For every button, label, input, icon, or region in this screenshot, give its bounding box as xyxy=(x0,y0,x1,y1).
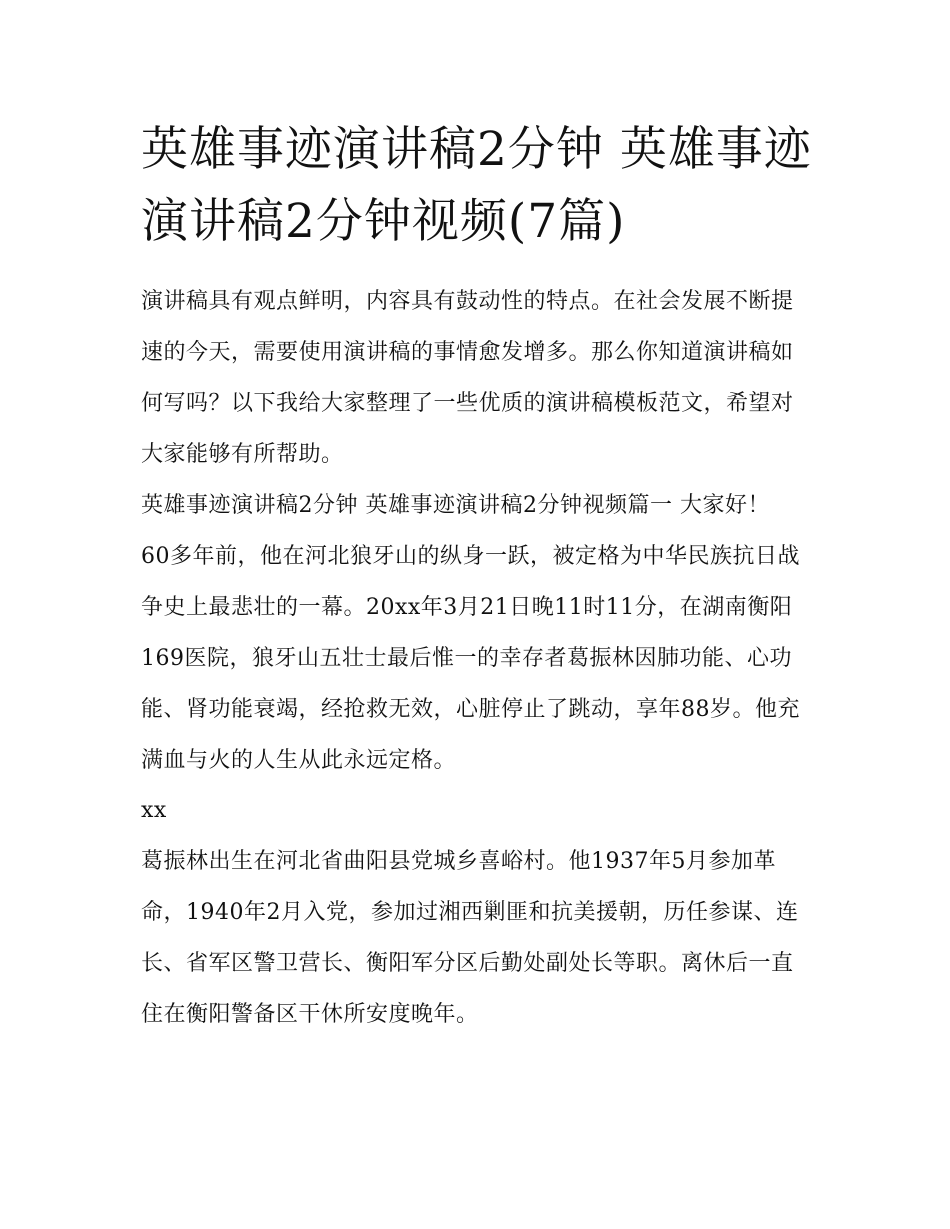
document-page xyxy=(141,114,813,1040)
paragraph-ge-zhenlin-bio: 葛振林出生在河北省曲阳县党城乡喜峪村。他1937年5月参加革命，1940年2月入党，参加过湘西剿匪和抗美援朝，历任参谋、连长、省军区警卫营长、衡阳军分区后勤处副处长等职。离休后一直住在衡阳警备区干休所安度晚年。 xyxy=(141,849,799,1027)
document-body xyxy=(141,276,813,1040)
document-title: 英雄事迹演讲稿2分钟 英雄事迹演讲稿2分钟视频(7篇) xyxy=(141,122,812,249)
paragraph-langya-mountain: 60多年前，他在河北狼牙山的纵身一跃，被定格为中华民族抗日战争史上最悲壮的一幕。20xx年3月21日晚11时11分，在湖南衡阳169医院，狼牙山五壮士最后惟一的幸存者葛振林因肺功能、心功能、肾功能衰竭，经抢救无效，心脏停止了跳动，享年88岁。他充满血与火的人生从此永远定格。 xyxy=(141,544,800,773)
paragraph-xx: xx xyxy=(141,798,167,823)
paragraph-intro: 演讲稿具有观点鲜明，内容具有鼓动性的特点。在社会发展不断提速的今天，需要使用演讲稿的事情愈发增多。那么你知道演讲稿如何写吗？以下我给大家整理了一些优质的演讲稿模板范文，希望对大家能够有所帮助。 xyxy=(141,289,794,467)
paragraph-section-heading: 英雄事迹演讲稿2分钟 英雄事迹演讲稿2分钟视频篇一 大家好！ xyxy=(141,493,770,518)
